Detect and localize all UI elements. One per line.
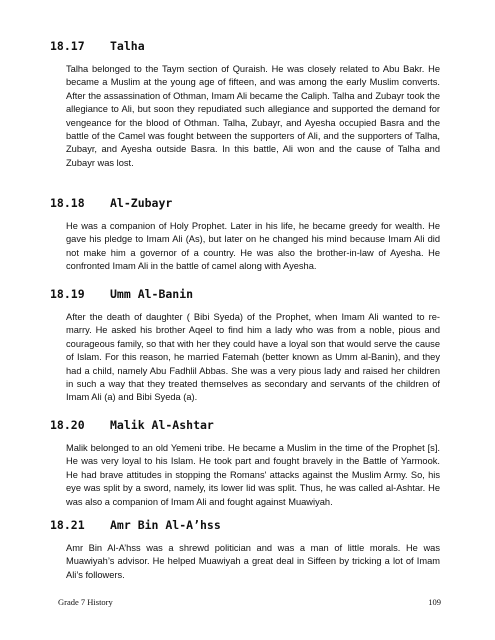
section-number: 18.21 <box>50 518 85 532</box>
footer-label: Grade 7 History <box>58 597 113 607</box>
section-number: 18.19 <box>50 287 85 301</box>
section-text: After the death of daughter ( Bibi Syeda) of the Prophet, when Imam Ali wanted to re-marry. He asked his brother Aqeel to find him a lady who was from a noble, pious and courageous family, so that with her they could have a loyal son that would serve the cause of Islam. For this reason, he married Fatemah (better known as Umm al-Banin), and they had a child, namely Abu Fadhlil Abbas. She was a very pious lady and raised her children in such a way that they treated themselves as secondary and servants of the children of Imam Ali (a) and Bibi Syeda (a). <box>66 312 440 403</box>
section-number: 18.20 <box>50 418 85 432</box>
page-number: 109 <box>428 597 441 607</box>
section-heading <box>50 38 440 54</box>
section-title: Malik Al-Ashtar <box>110 418 214 432</box>
section-malik-al-ashtar <box>50 417 440 509</box>
section-amr-bin-al-ahss <box>50 517 440 582</box>
section-title: Amr Bin Al-A’hss <box>110 518 221 532</box>
section-text: Malik belonged to an old Yemeni tribe. He became a Muslim in the time of the Prophet [s]. He was very loyal to his Islam. He took part and fought bravely in the Battle of Yarmook. He had brave attitudes in stopping the Romans' attacks against the Muslim Army. So, his eye was split by a sword, namely, its lower lid was split. Thus, he was called al-Ashtar. He was also a companion of Imam Ali and fought against Muawiyah. <box>66 443 440 507</box>
section-talha <box>50 38 440 170</box>
section-text: Amr Bin Al-A’hss was a shrewd politician and was a man of little morals. He was Muawiyah’s advisor. He helped Muawiyah a great deal in Siffeen by tricking a lot of Imam Ali’s followers. <box>66 543 440 580</box>
section-title: Al-Zubayr <box>110 196 173 210</box>
section-heading <box>50 517 440 533</box>
section-text: Talha belonged to the Taym section of Quraish. He was closely related to Abu Bakr. He became a Muslim at the young age of fifteen, and was among the early Muslim converts. After the assassination of Othman, Imam Ali became the Caliph. Talha and Zubayr took the allegiance to Ali, but soon they repudiated such allegiance and supported the demand for vengeance for the blood of Othman. Talha, Zubayr, and Ayesha occupied Basra and the battle of the Camel was fought between the supporters of Ali, and the supporters of Talha, Zubayr, and Ayesha outside Basra. In this battle, Ali won and the cause of Talha and Zubayr was lost. <box>66 64 440 168</box>
section-number: 18.17 <box>50 39 85 53</box>
section-number: 18.18 <box>50 196 85 210</box>
section-heading <box>50 195 440 211</box>
section-heading <box>50 286 440 302</box>
section-umm-al-banin <box>50 286 440 405</box>
section-heading <box>50 417 440 433</box>
section-title: Umm Al-Banin <box>110 287 194 301</box>
section-text: He was a companion of Holy Prophet. Later in his life, he became greedy for wealth. He gave his pledge to Imam Ali (As), but later on he changed his mind because Imam Ali did not make him a governor of a country. He was also the brother-in-law of Ayesha. He confronted Imam Ali in the battle of camel along with Ayesha. <box>66 221 440 272</box>
section-al-zubayr <box>50 195 440 274</box>
section-title: Talha <box>110 39 145 53</box>
